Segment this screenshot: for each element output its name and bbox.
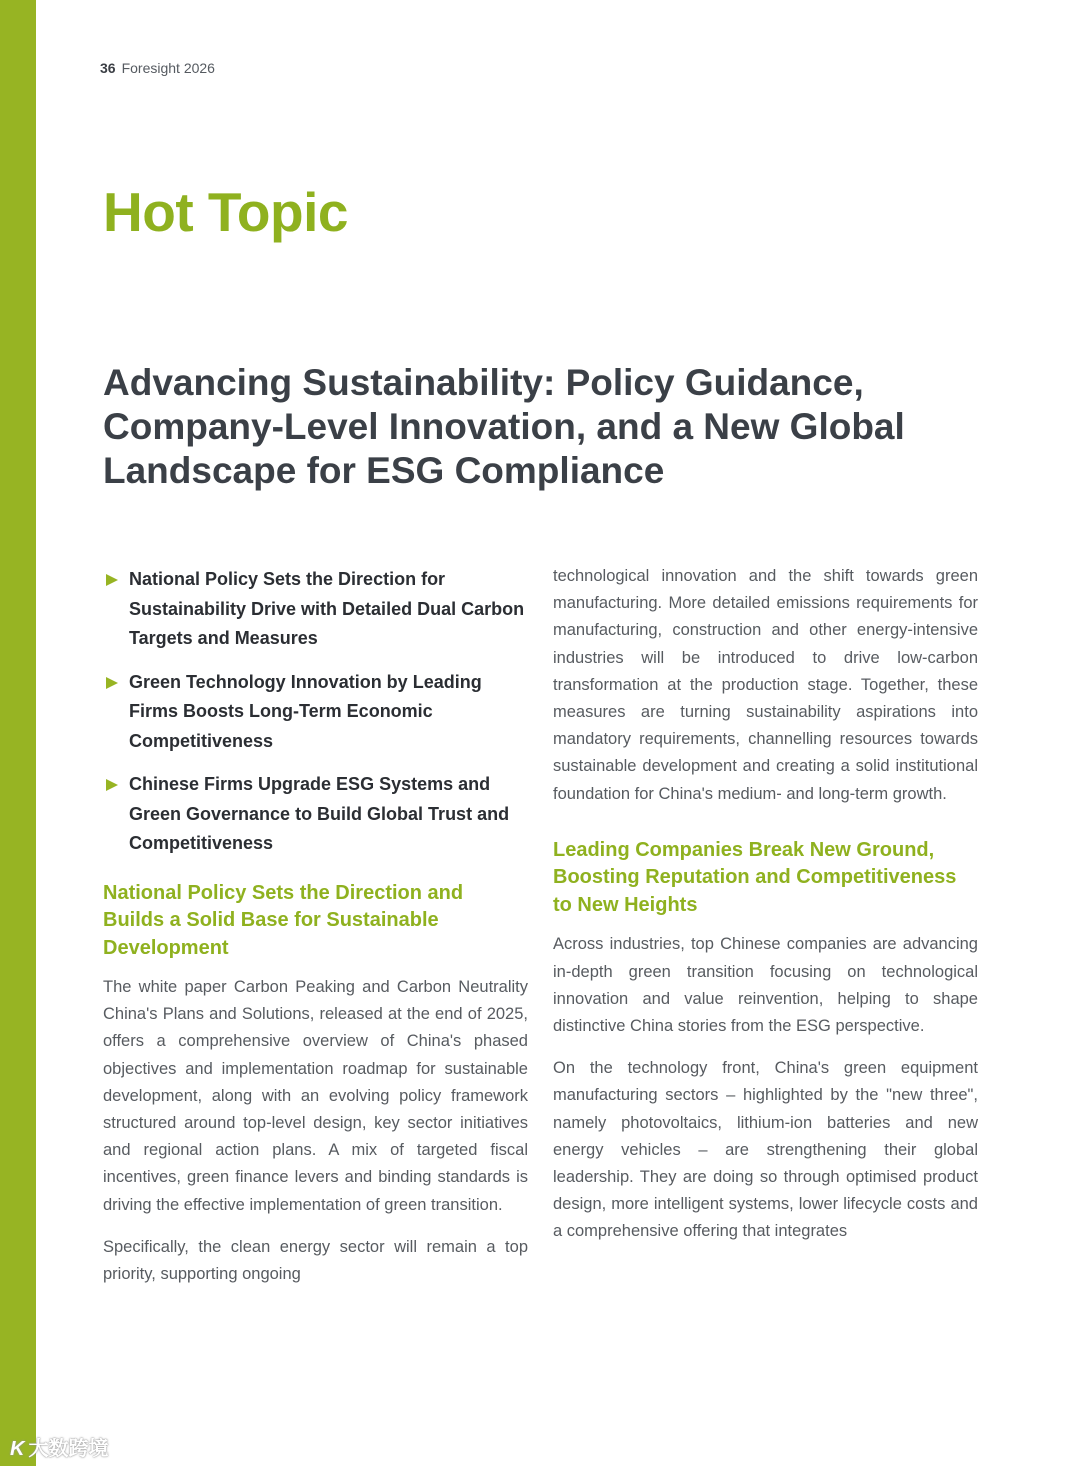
left-column bbox=[103, 565, 528, 1303]
section2-paragraph-1: Across industries, top Chinese companies are advancing in-depth green transition focusing on technological innovation and value reinvention, helping to shape distinctive China stories from the ESG perspective. bbox=[553, 935, 978, 1035]
watermark bbox=[10, 1432, 108, 1461]
highlight-text: Green Technology Innovation by Leading Firms Boosts Long-Term Economic Competitiveness bbox=[129, 671, 482, 751]
section1-paragraph-2: Specifically, the clean energy sector will remain a top priority, supporting ongoing bbox=[103, 1237, 528, 1284]
highlights-list bbox=[103, 565, 528, 859]
section1-heading: National Policy Sets the Direction and Builds a Solid Base for Sustainable Development bbox=[103, 881, 464, 959]
running-header bbox=[100, 60, 215, 76]
article-title: Advancing Sustainability: Policy Guidance, Company-Level Innovation, and a New Global Landscape for ESG Compliance bbox=[103, 362, 905, 491]
triangle-bullet-icon bbox=[106, 574, 118, 586]
accent-side-bar bbox=[0, 0, 36, 1466]
watermark-logo-icon: K bbox=[10, 1438, 25, 1460]
watermark-text: 大数跨境 bbox=[28, 1438, 109, 1460]
section2-paragraph-2: On the technology front, China's green equipment manufacturing sectors – highlighted by the "new three", namely photovoltaics, lithium-ion batteries and new energy vehicles – are strengthening their global leadership. They are doing so through optimised product design, more intelligent systems, lower lifecycle costs and a comprehensive offering that integrates bbox=[553, 1059, 978, 1241]
highlight-text: Chinese Firms Upgrade ESG Systems and Green Governance to Build Global Trust and Competitiveness bbox=[129, 774, 510, 853]
triangle-bullet-icon bbox=[106, 677, 118, 689]
section-label: Hot Topic bbox=[103, 181, 348, 243]
highlight-item bbox=[103, 770, 528, 859]
highlight-item bbox=[103, 668, 528, 757]
publication-name: Foresight 2026 bbox=[121, 60, 215, 76]
section2-heading: Leading Companies Break New Ground, Boosting Reputation and Competitiveness to New Heights bbox=[553, 838, 957, 916]
triangle-bullet-icon bbox=[106, 779, 118, 791]
page-number: 36 bbox=[100, 60, 116, 76]
highlight-text: National Policy Sets the Direction for Sustainability Drive with Detailed Dual Carbon Targets and Measures bbox=[129, 569, 525, 648]
section1-continued-paragraph: technological innovation and the shift towards green manufacturing. More detailed emissions requirements for manufacturing, construction and other energy-intensive industries will be introduced to drive low-carbon transformation at the production stage. Together, these measures are turning sustainability aspirations into mandatory requirements, channelling resources towards sustainable development and creating a solid institutional foundation for China's medium- and long-term growth. bbox=[553, 567, 978, 803]
right-column bbox=[553, 563, 978, 1261]
highlight-item bbox=[103, 565, 528, 654]
section1-paragraph-1: The white paper Carbon Peaking and Carbon Neutrality China's Plans and Solutions, released at the end of 2025, offers a comprehensive overview of China's phased objectives and implementation roadmap for sustainable development, along with an evolving policy framework structured around top-level design, key sector initiatives and regional action plans. A mix of targeted fiscal incentives, green finance levers and binding standards is driving the effective implementation of green transition. bbox=[103, 978, 528, 1214]
